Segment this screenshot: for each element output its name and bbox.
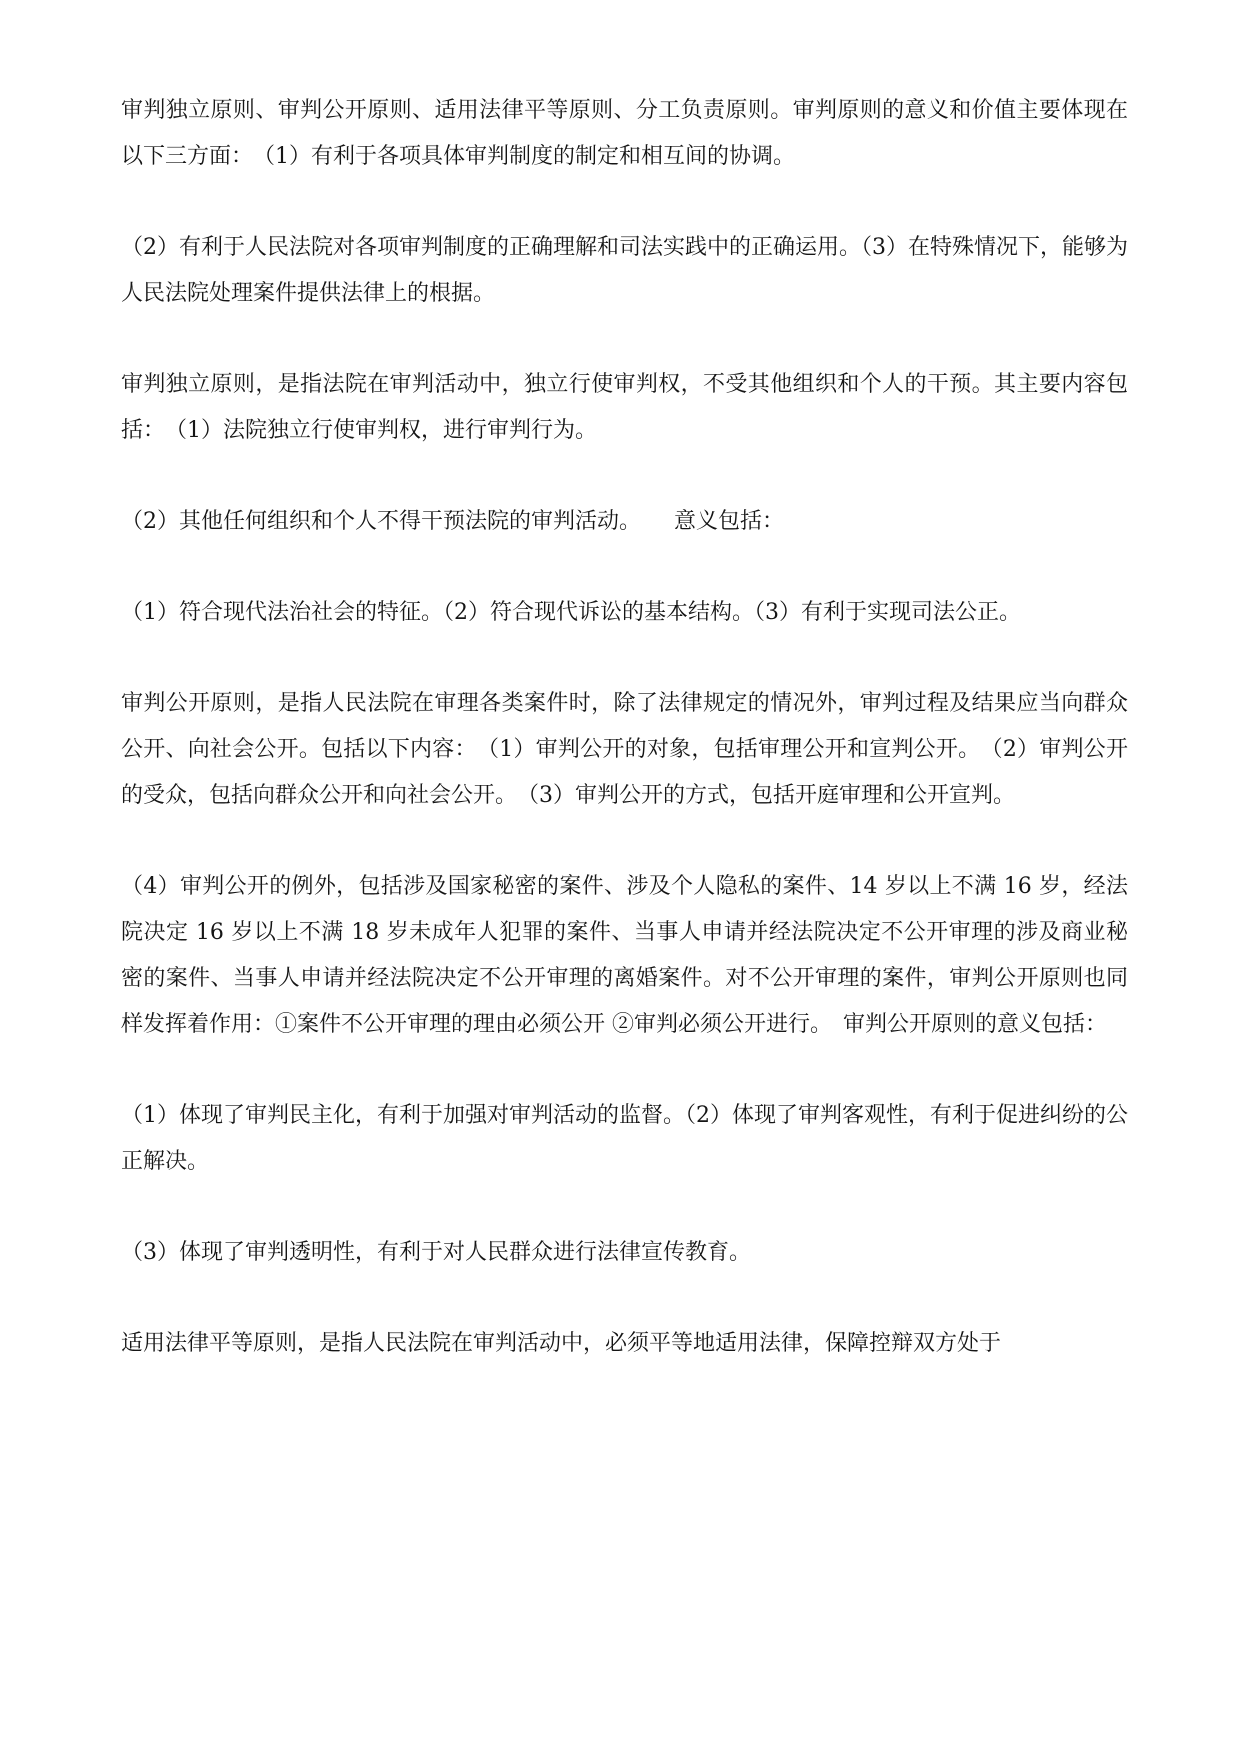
paragraph-independence-significance: （1）符合现代法治社会的特征。（2）符合现代诉讼的基本结构。（3）有利于实现司法公正。 — [121, 600, 1021, 625]
paragraph-independence-content: （2）其他任何组织和个人不得干预法院的审判活动。 意义包括： — [121, 509, 784, 534]
paragraph-openness-definition: 审判公开原则，是指人民法院在审理各类案件时，除了法律规定的情况外，审判过程及结果应当向群众公开、向社会公开。包括以下内容： （1）审判公开的对象，包括审理公开和宣判公开。 （2）审判公开的受众，包括向群众公开和向社会公开。 （3）审判公开的方式，包括开庭审理和公开宣判。 — [121, 691, 1128, 808]
paragraph-independence-definition: 审判独立原则，是指法院在审判活动中，独立行使审判权，不受其他组织和个人的干预。其主要内容包括： （1）法院独立行使审判权，进行审判行为。 — [121, 372, 1128, 443]
paragraph-equality-definition: 适用法律平等原则，是指人民法院在审判活动中，必须平等地适用法律，保障控辩双方处于 — [121, 1331, 1002, 1356]
paragraph-principles-significance: （2）有利于人民法院对各项审判制度的正确理解和司法实践中的正确运用。（3）在特殊情况下，能够为人民法院处理案件提供法律上的根据。 — [121, 235, 1128, 306]
paragraph-openness-exceptions: （4）审判公开的例外，包括涉及国家秘密的案件、涉及个人隐私的案件、14 岁以上不满 16 岁，经法院决定 16 岁以上不满 18 岁未成年人犯罪的案件、当事人申请并经法院决定不公开审理的涉及商业秘密的案件、当事人申请并经法院决定不公开审理的离婚案件。对不公开审理的案件，审判公开原则也同样发挥着作用：①案件不公开审理的理由必须公开 ②审判必须公开进行。 审判公开原则的意义包括： — [121, 874, 1128, 1037]
paragraph-principles-overview: 审判独立原则、审判公开原则、适用法律平等原则、分工负责原则。审判原则的意义和价值主要体现在以下三方面： （1）有利于各项具体审判制度的制定和相互间的协调。 — [121, 98, 1128, 169]
paragraph-openness-significance-2: （3）体现了审判透明性，有利于对人民群众进行法律宣传教育。 — [121, 1240, 751, 1265]
paragraph-openness-significance-1: （1）体现了审判民主化，有利于加强对审判活动的监督。（2）体现了审判客观性，有利于促进纠纷的公正解决。 — [121, 1103, 1128, 1174]
